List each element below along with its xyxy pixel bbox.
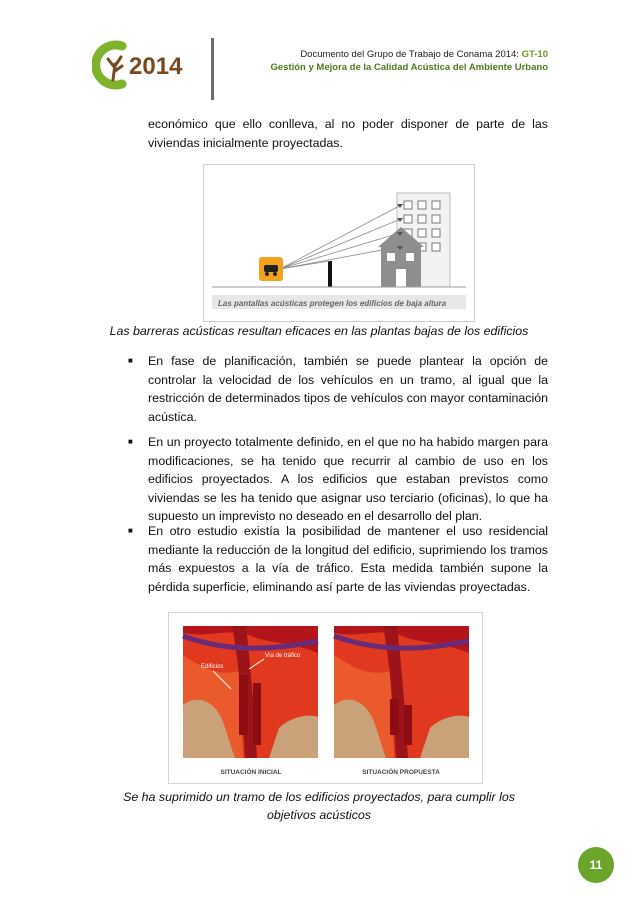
noise-map-initial [183,626,318,758]
conama-logo [92,40,202,90]
noise-map-figure [168,612,483,784]
bullet-paragraph: En un proyecto totalmente definido, en el que no ha habido margen para modificaciones, se ha tenido que recurrir al cambio de uso en los edificios proyectados. A los edificios que estaban previstos como viviendas se les ha tenido que asignar uso terciario (oficinas), lo que ha supuesto un imprevisto no deseado en el desarrollo del plan. [148,435,548,524]
header-line1: Documento del Grupo de Trabajo de Conama 2014: [300,49,522,60]
figure1-caption: Las barreras acústicas resultan eficaces en las plantas bajas de los edificios [109,324,529,338]
acoustic-barrier-figure [203,164,475,322]
header-divider [211,38,214,100]
bullet-icon: ■ [128,437,133,446]
bullet-paragraph: En otro estudio existía la posibilidad de mantener el uso residencial mediante la reducción de la longitud del edificio, suprimiendo los tramos más expuestos a la vía de tráfico. Esta medida también supone la pérdida superficie, eliminando así parte de las viviendas proyectadas. [148,524,548,594]
bullet-paragraph: En fase de planificación, también se puede plantear la opción de controlar la velocidad de los vehículos en un tramo, al igual que la restricción de determinados tipos de vehículos con mayor contaminación acústica. [148,354,548,424]
logo-text: 2014 [129,53,183,80]
figure2-caption [96,788,542,824]
page-number-badge: 11 [578,847,614,883]
label-initial-situation: SITUACIÓN INICIAL [220,769,282,776]
header-code: GT-10 [521,49,548,60]
figure1-banner: Las pantallas acústicas protegen los edificios de baja altura [218,299,447,308]
document-header [271,48,549,74]
bullet-icon: ■ [128,526,133,535]
noise-map-proposed [334,626,469,758]
header-line2: Gestión y Mejora de la Calidad Acústica del Ambiente Urbano [270,62,548,73]
figure2-caption-line1: Se ha suprimido un tramo de los edificios proyectados, para cumplir los [123,790,515,804]
label-buildings: Edificios [201,664,224,670]
figure2-caption-line2: objetivos acústicos [267,808,371,822]
intro-paragraph: económico que ello conlleva, al no poder disponer de parte de las viviendas inicialmente proyectadas. [148,117,548,150]
label-road: Vía de tráfico [265,653,301,659]
label-proposed-situation: SITUACIÓN PROPUESTA [362,769,440,776]
bullet-icon: ■ [128,356,133,365]
